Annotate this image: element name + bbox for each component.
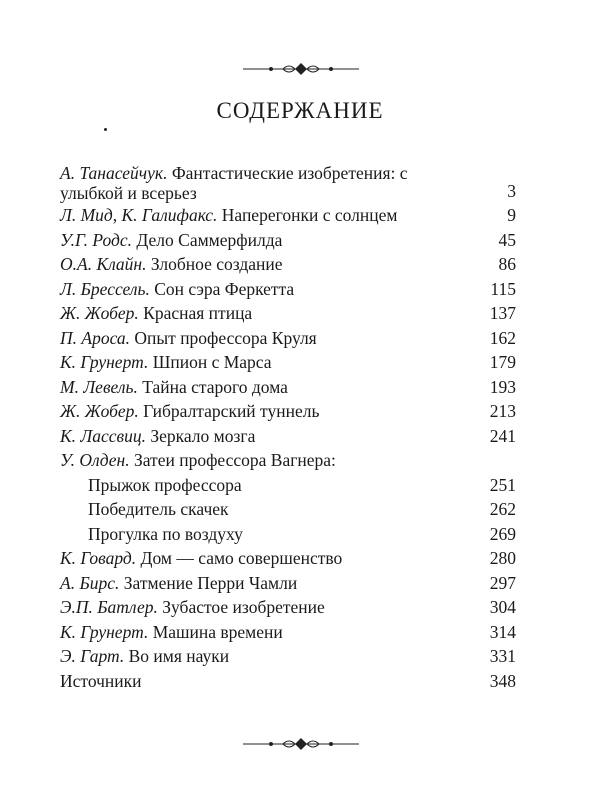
toc-entry <box>60 399 522 424</box>
entry-page-number: 331 <box>489 646 516 666</box>
entry-author: У. Олден. <box>60 450 130 470</box>
entry-subtitle: Победитель скачек <box>88 499 229 519</box>
entry-author: Ж. Жобер. <box>60 401 139 421</box>
entry-author: Э.П. Батлер. <box>60 597 158 617</box>
toc-entry <box>60 448 522 473</box>
entry-page-number: 86 <box>498 254 516 274</box>
entry-author: Э. Гарт. <box>60 646 125 666</box>
toc-entry <box>60 644 522 669</box>
entry-title: Машина времени <box>152 621 283 642</box>
entry-title: Наперегонки с солнцем <box>221 205 398 225</box>
toc-entry <box>60 546 522 571</box>
entry-page-number: 262 <box>489 499 516 519</box>
entry-author: Л. Мид, К. Галифакс. <box>60 205 218 225</box>
entry-author: К. Лассвиц. <box>60 425 146 446</box>
toc-entry <box>60 571 522 596</box>
toc-entry <box>60 228 522 253</box>
entry-title: Шпион с Марса <box>152 352 272 372</box>
toc-entry <box>60 203 522 228</box>
top-ornament <box>243 62 359 76</box>
toc-entry <box>60 277 522 302</box>
entry-page-number: 213 <box>489 401 516 421</box>
entry-title: Зеркало мозга <box>150 425 256 446</box>
toc-entry <box>60 473 522 498</box>
page-title: СОДЕРЖАНИЕ <box>216 98 384 123</box>
table-of-contents <box>60 160 522 693</box>
entry-title: Затеи профессора Вагнера: <box>133 450 336 470</box>
entry-author: К. Грунерт. <box>60 352 149 372</box>
entry-author: К. Грунерт. <box>60 621 149 642</box>
speck <box>104 128 107 131</box>
entry-title: Источники <box>60 670 142 691</box>
bottom-ornament <box>243 737 359 751</box>
entry-title: Затмение Перри Чамли <box>123 572 298 593</box>
entry-page-number: 9 <box>507 205 516 225</box>
entry-title: Злобное создание <box>150 254 283 274</box>
entry-page-number: 45 <box>498 229 516 250</box>
entry-title: Во имя науки <box>128 646 230 666</box>
toc-entry <box>60 595 522 620</box>
toc-entry <box>60 160 522 203</box>
entry-author: П. Ароса. <box>60 327 131 348</box>
entry-page-number: 280 <box>489 548 516 568</box>
entry-page-number: 193 <box>489 376 516 397</box>
entry-title: Гибралтарский туннель <box>143 401 320 421</box>
entry-author: М. Левель. <box>60 376 138 397</box>
entry-author: К. Говард. <box>60 548 137 568</box>
entry-subtitle: Прогулка по воздуху <box>88 523 243 544</box>
toc-entry <box>60 350 522 375</box>
toc-entry <box>60 620 522 645</box>
entry-author: Л. Бpессель. <box>60 278 150 299</box>
entry-title: Зубастое изобретение <box>162 597 325 617</box>
entry-author: А. Бирс. <box>60 572 120 593</box>
entry-author: О.А. Клайн. <box>60 254 147 274</box>
entry-title: Красная птица <box>143 303 253 323</box>
toc-entry <box>60 326 522 351</box>
entry-page-number: 137 <box>489 303 516 323</box>
entry-author: Ж. Жобер. <box>60 303 139 323</box>
entry-subtitle: Прыжок профессора <box>88 474 242 495</box>
toc-entry <box>60 252 522 277</box>
entry-page-number: 348 <box>489 670 516 691</box>
entry-title: Сон сэра Феркетта <box>154 278 295 299</box>
entry-page-number: 269 <box>489 523 516 544</box>
entry-page-number: 115 <box>490 278 516 299</box>
entry-page-number: 297 <box>489 572 516 593</box>
entry-author: У.Г. Родс. <box>60 229 133 250</box>
entry-title: Фантастические изобретения: с улыбкой и всерьез <box>60 163 408 203</box>
entry-title: Тайна старого дома <box>142 376 288 397</box>
entry-page-number: 314 <box>489 621 516 642</box>
entry-title: Опыт профессора Круля <box>134 327 317 348</box>
toc-entry <box>60 497 522 522</box>
entry-author: А. Танасейчук. <box>60 163 168 183</box>
toc-entry <box>60 522 522 547</box>
entry-page-number: 251 <box>489 474 516 495</box>
entry-page-number: 162 <box>489 327 516 348</box>
toc-entry <box>60 424 522 449</box>
entry-page-number: 3 <box>507 180 516 201</box>
entry-page-number: 304 <box>489 597 516 617</box>
entry-page-number: 241 <box>489 425 516 446</box>
toc-entry <box>60 301 522 326</box>
toc-entry <box>60 669 522 694</box>
entry-page-number: 179 <box>489 352 516 372</box>
entry-title: Дело Саммерфилда <box>136 229 283 250</box>
toc-entry <box>60 375 522 400</box>
entry-title: Дом — само совершенство <box>140 548 343 568</box>
